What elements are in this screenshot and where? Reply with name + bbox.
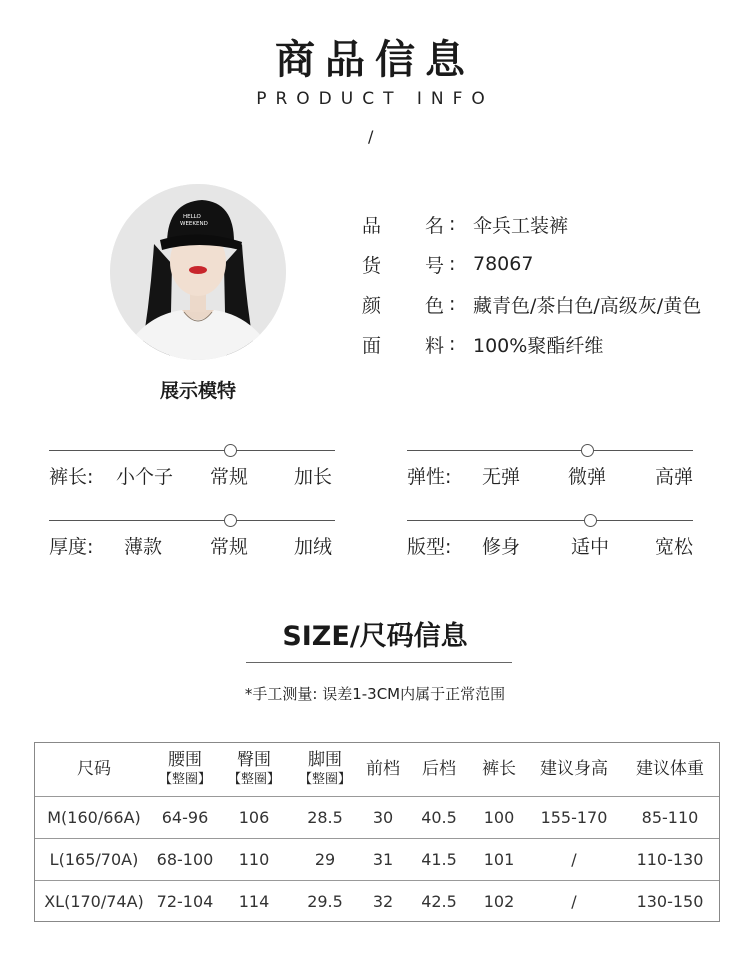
info-colon: : xyxy=(449,293,456,315)
table-header-cell xyxy=(359,743,407,796)
title-slash: / xyxy=(368,127,374,146)
table-header-cell xyxy=(471,743,527,796)
scale-track xyxy=(407,520,693,521)
table-header-cell xyxy=(291,743,359,796)
scale-indicator xyxy=(224,514,237,527)
table-header-cell xyxy=(35,743,153,796)
scale-title: 裤长: xyxy=(49,466,94,488)
table-cell: 41.5 xyxy=(421,850,457,869)
info-key-char: 品 xyxy=(362,214,382,237)
cap-logo-text-2: WEEKEND xyxy=(180,221,208,227)
table-header-row xyxy=(35,743,719,796)
info-key-char: 号 xyxy=(425,254,445,277)
model-photo xyxy=(110,184,286,360)
scale-option: 薄款 xyxy=(124,536,163,558)
info-value: 伞兵工装裤 xyxy=(473,214,569,237)
table-cell: M(160/66A) xyxy=(47,808,141,827)
info-key-char: 货 xyxy=(362,254,382,277)
scale-option: 常规 xyxy=(210,536,249,558)
info-key-char: 色 xyxy=(425,294,445,317)
table-cell: XL(170/74A) xyxy=(44,892,144,911)
header-main: 裤长 xyxy=(482,759,516,779)
table-row xyxy=(35,838,719,880)
scale-length xyxy=(49,442,335,502)
info-key-char: 面 xyxy=(362,334,382,357)
header-main: 尺码 xyxy=(77,759,111,779)
size-section-title: SIZE/尺码信息 xyxy=(282,621,468,652)
info-colon: : xyxy=(449,213,456,235)
scale-option: 修身 xyxy=(482,536,521,558)
table-cell: 64-96 xyxy=(161,808,209,827)
table-row xyxy=(35,796,719,838)
scale-track xyxy=(407,450,693,451)
scale-thickness xyxy=(49,512,335,572)
header-sub: 【整圈】 xyxy=(227,771,280,787)
header-sub: 【整圈】 xyxy=(298,771,351,787)
table-cell: 102 xyxy=(483,892,515,911)
table-cell: 40.5 xyxy=(421,808,457,827)
table-cell: 110 xyxy=(238,850,270,869)
info-colon: : xyxy=(449,253,456,275)
header-main: 建议身高 xyxy=(540,759,608,779)
info-colon: : xyxy=(449,333,456,355)
info-row-fabric xyxy=(362,324,701,364)
scale-option: 加长 xyxy=(294,466,333,488)
table-cell: 29 xyxy=(314,850,336,869)
scale-option: 高弹 xyxy=(655,466,694,488)
info-row-name xyxy=(362,204,701,244)
scale-track xyxy=(49,450,335,451)
info-row-color xyxy=(362,284,701,324)
table-cell: 130-150 xyxy=(636,892,704,911)
table-header-cell xyxy=(153,743,217,796)
scale-title: 厚度: xyxy=(49,536,94,558)
scale-option: 适中 xyxy=(571,536,610,558)
scale-elasticity xyxy=(407,442,693,502)
table-cell: 30 xyxy=(372,808,394,827)
scale-option: 常规 xyxy=(210,466,249,488)
info-key-char: 料 xyxy=(425,334,445,357)
table-header-cell xyxy=(407,743,471,796)
info-key-char: 名 xyxy=(425,214,445,237)
scale-option: 宽松 xyxy=(655,536,694,558)
table-cell: 101 xyxy=(483,850,515,869)
scale-title: 版型: xyxy=(407,536,452,558)
header-main: 臀围 xyxy=(237,749,271,770)
table-cell: 68-100 xyxy=(156,850,214,869)
table-cell: 28.5 xyxy=(307,808,343,827)
product-info-list xyxy=(362,204,701,364)
table-cell: 100 xyxy=(483,808,515,827)
header-main: 腰围 xyxy=(168,749,202,770)
info-value: 78067 xyxy=(473,253,534,275)
scale-indicator xyxy=(224,444,237,457)
scale-option: 无弹 xyxy=(482,466,521,488)
scale-indicator xyxy=(581,444,594,457)
info-value: 藏青色/茶白色/高级灰/黄色 xyxy=(473,294,702,317)
size-title-divider xyxy=(246,662,512,663)
info-row-sku xyxy=(362,244,701,284)
page-title-en: PRODUCT INFO xyxy=(256,89,494,109)
table-cell: 42.5 xyxy=(421,892,457,911)
scale-option: 微弹 xyxy=(568,466,607,488)
info-value: 100%聚酯纤维 xyxy=(473,334,604,357)
scale-option: 加绒 xyxy=(294,536,333,558)
table-cell: 110-130 xyxy=(636,850,704,869)
table-cell: L(165/70A) xyxy=(49,850,139,869)
table-cell: 29.5 xyxy=(307,892,343,911)
table-cell: 155-170 xyxy=(540,808,608,827)
header-main: 前档 xyxy=(366,759,400,779)
table-header-cell xyxy=(217,743,291,796)
table-header-cell xyxy=(621,743,719,796)
scale-indicator xyxy=(584,514,597,527)
table-row xyxy=(35,880,719,922)
table-header-cell xyxy=(527,743,621,796)
scale-title: 弹性: xyxy=(407,466,452,488)
header-main: 建议体重 xyxy=(636,759,704,779)
table-cell: 114 xyxy=(238,892,270,911)
table-cell: 31 xyxy=(372,850,394,869)
header-sub: 【整圈】 xyxy=(158,771,211,787)
table-cell: 72-104 xyxy=(156,892,214,911)
scale-track xyxy=(49,520,335,521)
size-measure-note: *手工测量: 误差1-3CM内属于正常范围 xyxy=(244,685,506,703)
model-caption: 展示模特 xyxy=(159,380,236,402)
table-cell: 32 xyxy=(372,892,394,911)
scale-option: 小个子 xyxy=(116,466,174,488)
size-table xyxy=(34,742,720,922)
header-main: 后档 xyxy=(422,759,456,779)
scale-fit xyxy=(407,512,693,572)
header-main: 脚围 xyxy=(308,749,342,770)
info-key-char: 颜 xyxy=(362,294,382,317)
cap-logo-text-1: HELLO xyxy=(183,214,201,220)
table-cell: / xyxy=(571,850,577,869)
table-cell: 85-110 xyxy=(641,808,699,827)
table-cell: 106 xyxy=(238,808,270,827)
page-title-cn: 商品信息 xyxy=(275,37,475,83)
table-cell: / xyxy=(571,892,577,911)
